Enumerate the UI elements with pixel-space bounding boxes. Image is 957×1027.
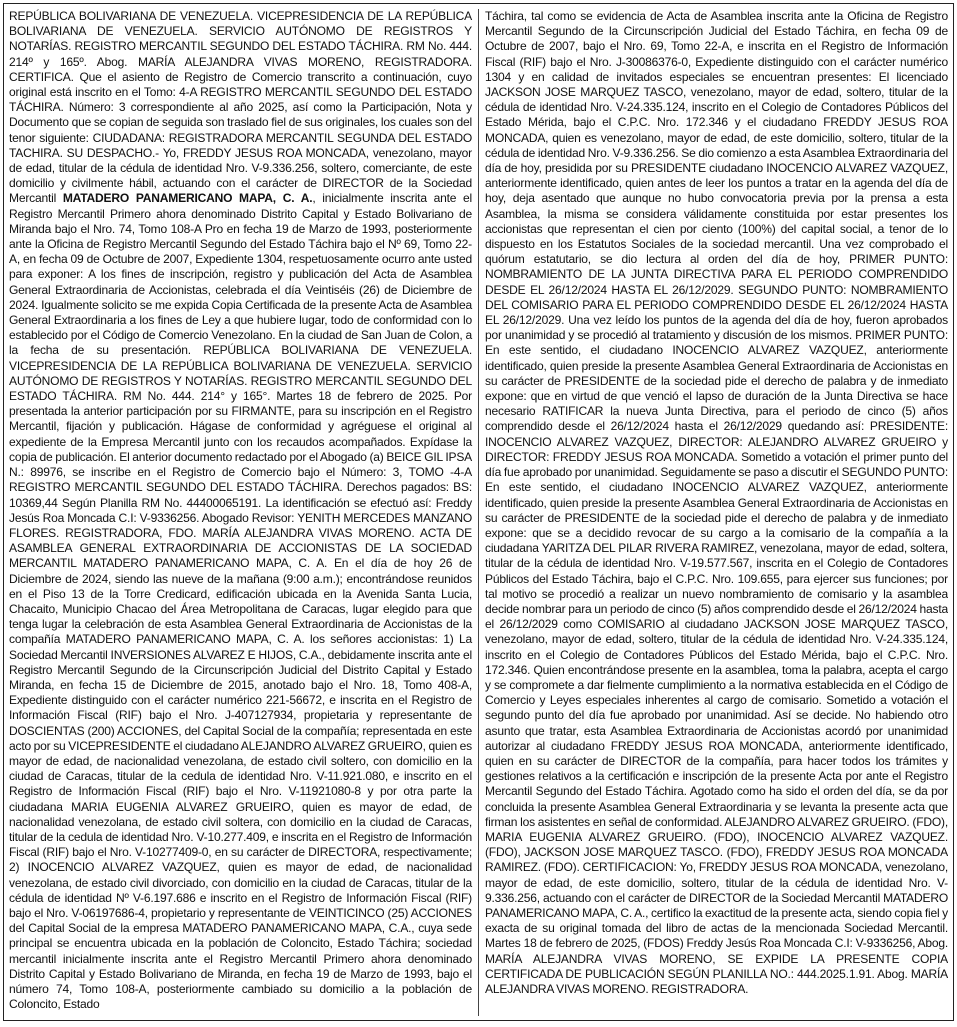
notice-column-right (479, 9, 948, 1016)
company-name-bold: MATADERO PANAMERICANO MAPA, C. A. (62, 191, 313, 206)
notice-paragraph-right: Táchira, tal como se evidencia de Acta de Asamblea inscrita ante la Oficina de Registro Mercantil Segundo de la Circunscripción Judicial del Estado Táchira, en fecha 09 de Octubre de 2007, bajo el Nro. 69, Tomo 22-A, e inscrita en el Registro de Información Fiscal (RIF) bajo el Nro. J-30086376-0, Expediente distinguido con el carácter numérico 1304 y en calidad de invitados especiales se encuentran presentes: El licenciado JACKSON JOSE MARQUEZ TASCO, venezolano, mayor de edad, soltero, titular de la cédula de identidad Nro. V-24.335.124, inscrito en el Colegio de Contadores Públicos del Estado Mérida, bajo el C.P.C. Nro. 172.346 y el ciudadano FREDDY JESUS ROA MONCADA, quien es venezolano, mayor de edad, de este domicilio, soltero, titular de la cédula de identidad Nro. V-9.336.256. Se dio comienzo a esta Asamblea Extraordinaria del día de hoy, presidida por su PRESIDENTE ciudadano INOCENCIO ALVAREZ VAZQUEZ, anteriormente identificado, quien antes de leer los puntos a tratar en la agenda del día de hoy, deja asentado que aunque no hubo convocatoria previa por la prensa a esta Asamblea, la misma se considera válidamente constituida por estar presentes los accionistas que representan el cien por ciento (100%) del capital social, a tenor de lo dispuesto en los Estatutos Sociales de la sociedad mercantil. Una vez comprobado el quórum estatutario, se dio lectura al orden del día de hoy, PRIMER PUNTO: NOMBRAMIENTO DE LA JUNTA DIRECTIVA PARA EL PERIODO COMPRENDIDO DESDE EL 26/12/2024 HASTA EL 26/12/2029. SEGUNDO PUNTO: NOMBRAMIENTO DEL COMISARIO PARA EL PERIODO COMPRENDIDO DESDE EL 26/12/2024 HASTA EL 26/12/2029. Una vez leído los puntos de la agenda del día de hoy, fueron aprobados por unanimidad y se procedió al tratamiento y discusión de los mismos. PRIMER PUNTO: En este sentido, el ciudadano INOCENCIO ALVAREZ VAZQUEZ, anteriormente identificado, quien preside la presente Asamblea General Extraordinaria de Accionistas en su carácter de PRESIDENTE de la sociedad pide el derecho de palabra y de inmediato expone: que en virtud de que venció el lapso de duración de la Junta Directiva se hace necesario RATIFICAR la nueva Junta Directiva, para el periodo de cinco (5) años comprendido desde el 26/12/2024 hasta el 26/12/2029 quedando así: PRESIDENTE: INOCENCIO ALVAREZ VAZQUEZ, DIRECTOR: ALEJANDRO ALVAREZ GRUEIRO y DIRECTOR: FREDDY JESUS ROA MONCADA. Sometido a votación el primer punto del día fue aprobado por unanimidad. Seguidamente se paso a discutir el SEGUNDO PUNTO: En este sentido, el ciudadano INOCENCIO ALVAREZ VAZQUEZ, anteriormente identificado, quien preside la presente Asamblea General Extraordinaria de Accionistas en su carácter de PRESIDENTE de la sociedad pide el derecho de palabra y de inmediato expone: que se a decidido revocar de su cargo a la comisario de la compañía a la ciudadana YARITZA DEL PILAR RIVERA RAMIREZ, venezolana, mayor de edad, soltera, titular de la cédula de identidad Nro. V-19.577.567, inscrita en el Colegio de Contadores Públicos del Estado Táchira, bajo el C.P.C. Nro. 109.655, para ejercer sus funciones; por tal motivo se procedió a realizar un nuevo nombramiento de comisario y la asamblea decide nombrar para un periodo de cinco (5) años comprendido desde el 26/12/2024 hasta el 26/12/2029 como COMISARIO al ciudadano JACKSON JOSE MARQUEZ TASCO, venezolano, mayor de edad, soltero, titular de la cédula de identidad Nro. V-24.335.124, inscrito en el Colegio de Contadores Públicos del Estado Mérida, bajo el C.P.C. Nro. 172.346. Quien encontrándose presente en la asamblea, toma la palabra, acepta el cargo y se compromete a dar fielmente cumplimiento a la normativa establecida en el Código de Comercio y Leyes especiales inherentes al cargo de comisario. Sometido a votación el segundo punto del día fue aprobado por unanimidad. Así se decide. No habiendo otro asunto que tratar, esta Asamblea Extraordinaria de Accionistas acordó por unanimidad autorizar al ciudadano FREDDY JESUS ROA MONCADA, anteriormente identificado, quien en su carácter de DIRECTOR de la compañía, para hacer todos los trámites y gestiones relativos a la certificación e inscripción de la presente Acta por ante el Registro Mercantil Segundo del Estado Táchira. Agotado como ha sido el orden del día, se da por concluida la presente Asamblea General Extraordinaria y se levanta la presente acta que firman los asistentes en señal de conformidad. ALEJANDRO ALVAREZ GRUEIRO. (FDO), MARIA EUGENIA ALVAREZ GRUEIRO. (FDO), INOCENCIO ALVAREZ VAZQUEZ. (FDO), JACKSON JOSE MARQUEZ TASCO. (FDO), FREDDY JESUS ROA MONCADA RAMIREZ. (FDO). CERTIFICACION: Yo, FREDDY JESUS ROA MONCADA, venezolano, mayor de edad, de este domicilio, soltero, titular de la cédula de identidad Nro. V-9.336.256, actuando con el carácter de DIRECTOR de la Sociedad Mercantil MATADERO PANAMERICANO MAPA, C. A., certifico la exactitud de la presente acta, siendo copia fiel y exacta de su original tomada del libro de actas de la mencionada Sociedad Mercantil. Martes 18 de febrero de 2025, (FDOS) Freddy Jesús Roa Moncada C.I: V-9336256, Abog. MARÍA ALEJANDRA VIVAS MORENO, SE EXPIDE LA PRESENTE COPIA CERTIFICADA DE PUBLICACIÓN SEGÚN PLANILLA NO.: 444.2025.1.91. Abog. MARÍA ALEJANDRA VIVAS MORENO. REGISTRADORA. (485, 9, 948, 996)
notice-text-left-part1: REPÚBLICA BOLIVARIANA DE VENEZUELA. VICEPRESIDENCIA DE LA REPÚBLICA BOLIVARIANA DE VENEZUELA. SERVICIO AUTÓNOMO DE REGISTROS Y NOTARÍAS. REGISTRO MERCANTIL SEGUNDO DEL ESTADO TÁCHIRA. RM No. 444. 214º y 165º. Abog. MARÍA ALEJANDRA VIVAS MORENO, REGISTRADORA. CERTIFICA. Que el asiento de Registro de Comercio transcrito a continuación, cuyo original está inscrito en el Tomo: 4-A REGISTRO MERCANTIL SEGUNDO DEL ESTADO TÁCHIRA. Número: 3 correspondiente al año 2025, así como la Participación, Nota y Documento que se copian de seguida son traslado fiel de sus originales, los cuales son del tenor siguiente: CIUDADANA: REGISTRADORA MERCANTIL SEGUNDA DEL ESTADO TACHIRA. SU DESPACHO.- Yo, FREDDY JESUS ROA MONCADA, venezolano, mayor de edad, titular de la cédula de identidad Nro. V-9.336.256, soltero, comerciante, de este domicilio y civilmente hábil, actuando con el carácter de DIRECTOR de la Sociedad Mercantil (9, 9, 472, 206)
notice-paragraph-left (9, 9, 472, 1012)
notice-column-left (9, 9, 478, 1016)
legal-notice-page (3, 3, 954, 1021)
notice-text-left-part2: , inicialmente inscrita ante el Registro Mercantil Primero ahora denominado Distrito Capital y Estado Bolivariano de Miranda bajo el Nro. 74, Tomo 108-A Pro en fecha 19 de Marzo de 1993, posteriormente ante la Oficina de Registro Mercantil Segundo del Estado Táchira bajo el Nº 69, Tomo 22-A, en fecha 09 de Octubre de 2007, Expediente 1304, respetuosamente ocurro ante usted para exponer: A los fines de inscripción, registro y publicación del Acta de Asamblea General Extraordinaria de Accionistas, celebrada el día Veintiséis (26) de Diciembre de 2024. Igualmente solicito se me expida Copia Certificada de la presente Acta de Asamblea General Extraordinaria a los fines de Ley a que hubiere lugar, todo de conformidad con lo establecido por el Código de Comercio Venezolano. En la ciudad de San Juan de Colon, a la fecha de su presentación. REPÚBLICA BOLIVARIANA DE VENEZUELA. VICEPRESIDENCIA DE LA REPÚBLICA BOLIVARIANA DE VENEZUELA. SERVICIO AUTÓNOMO DE REGISTROS Y NOTARÍAS. REGISTRO MERCANTIL SEGUNDO DEL ESTADO TÁCHIRA. RM No. 444. 214° y 165°. Martes 18 de febrero de 2025. Por presentada la anterior participación por su FIRMANTE, para su inscripción en el Registro Mercantil, fijación y publicación. Hágase de conformidad y agréguese el original al expediente de la Empresa Mercantil junto con los recaudos acompañados. Expídase la copia de publicación. El anterior documento redactado por el Abogado (a) BEICE GIL IPSA N.: 89976, se inscribe en el Registro de Comercio bajo el Número: 3, TOMO -4-A REGISTRO MERCANTIL SEGUNDO DEL ESTADO TÁCHIRA. Derechos pagados: BS: 10369,44 Según Planilla RM No. 44400065191. La identificación se efectuó así: Freddy Jesús Roa Moncada C.I: V-9336256. Abogado Revisor: YENITH MERCEDES MANZANO FLORES. REGISTRADORA, FDO. MARÍA ALEJANDRA VIVAS MORENO. ACTA DE ASAMBLEA GENERAL EXTRAORDINARIA DE ACCIONISTAS DE LA SOCIEDAD MERCANTIL MATADERO PANAMERICANO MAPA, C. A. En el día de hoy 26 de Diciembre de 2024, siendo las nueve de la mañana (9:00 a.m.); encontrándose reunidos en el Piso 13 de la Torre Credicard, edificación ubicada en la Avenida Santa Lucia, Chacaito, Municipio Chacao del Área Metropolitana de Caracas, lugar elegido para que tenga lugar la celebración de esta Asamblea General Extraordinaria de Accionistas de la compañía MATADERO PANAMERICANO MAPA, C. A. los señores accionistas: 1) La Sociedad Mercantil INVERSIONES ALVAREZ E HIJOS, C.A., debidamente inscrita ante el Registro Mercantil Segundo de la Circunscripción Judicial del Distrito Capital y Estado Miranda, en fecha 15 de Diciembre de 2015, anotado bajo el Nro. 18, Tomo 408-A, Expediente distinguido con el carácter numérico 221-56672, e inscrita en el Registro de Información Fiscal (RIF) bajo el Nro. J-407127934, propietaria y representante de DOSCIENTAS (200) ACCIONES, del Capital Social de la compañía; representada en este acto por su VICEPRESIDENTE el ciudadano ALEJANDRO ALVAREZ GRUEIRO, quien es mayor de edad, de nacionalidad venezolana, de estado civil soltero, con domicilio en la ciudad de Caracas, titular de la cedula de identidad Nro. V-11.921.080, e inscrito en el Registro de Información Fiscal (RIF) bajo el Nro. V-11921080-8 y por otra parte la ciudadana MARIA EUGENIA ALVAREZ GRUEIRO, quien es mayor de edad, de nacionalidad venezolana, de estado civil soltera, con domicilio en la ciudad de Caracas, titular de la cedula de identidad Nro. V-10.277.409, e inscrita en el Registro de Información Fiscal (RIF) bajo el Nro. V-10277409-0, en su carácter de DIRECTORA, respectivamente; 2) INOCENCIO ALVAREZ VAZQUEZ, quien es mayor de edad, de nacionalidad venezolana, de estado civil divorciado, con domicilio en la ciudad de Caracas, titular de la cédula de identidad Nº V-6.197.686 e inscrito en el Registro de Información Fiscal (RIF) bajo el Nro. V-06197686-4, propietario y representante de VEINTICINCO (25) ACCIONES del Capital Social de la empresa MATADERO PANAMERICANO MAPA, C.A., cuya sede principal se encuentra ubicada en la población de Coloncito, Estado Táchira; sociedad mercantil inicialmente inscrita ante el Registro Mercantil Primero ahora denominado Distrito Capital y Estado Bolivariano de Miranda, en fecha 19 de Marzo de 1993, bajo el número 74, Tomo 108-A, posteriormente cambiado su domicilio a la población de Coloncito, Estado (9, 191, 472, 1012)
